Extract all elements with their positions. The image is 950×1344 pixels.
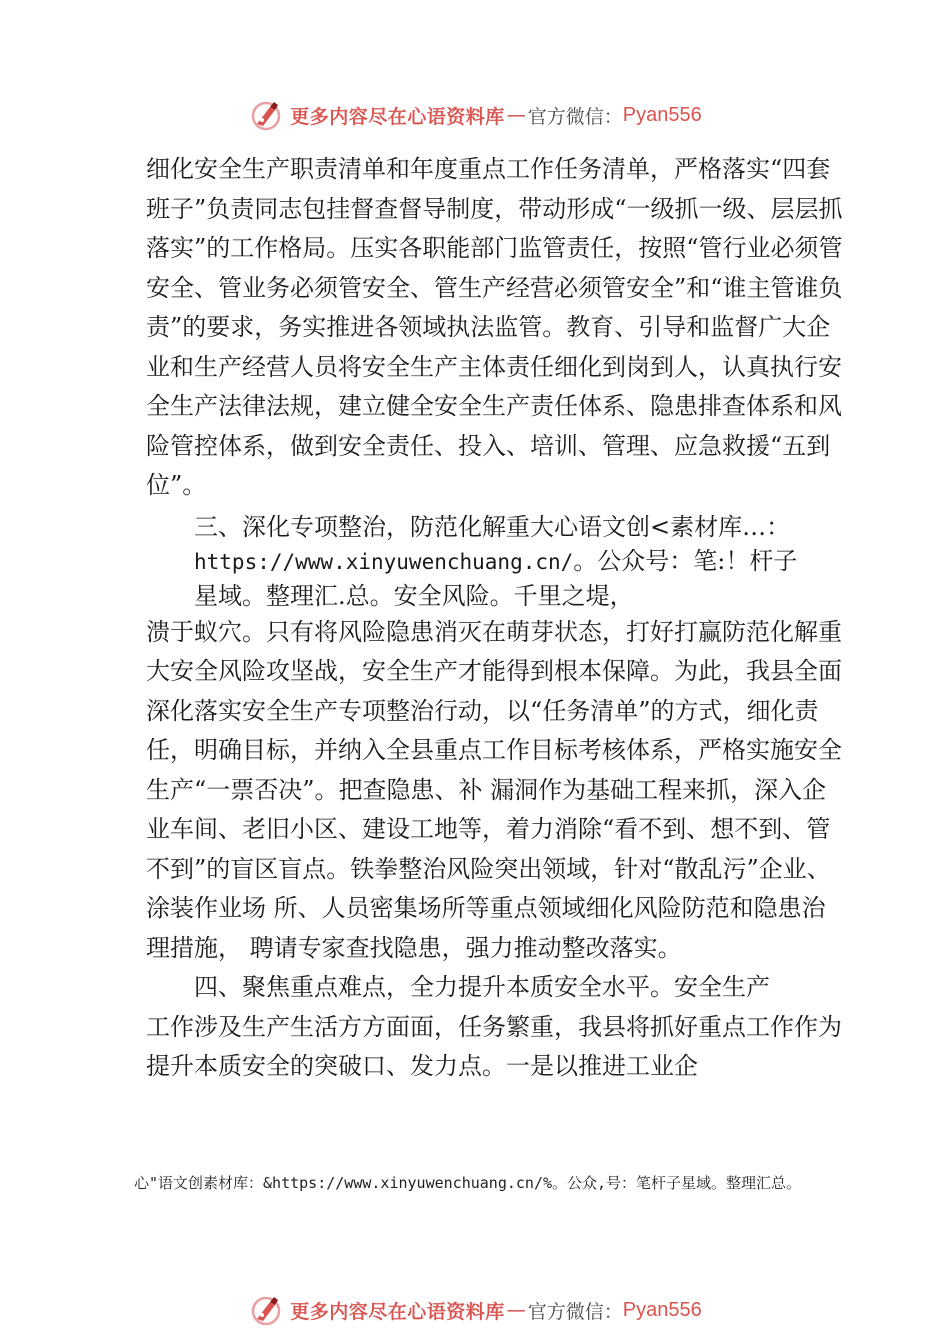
paragraph-2-line-3: 星域。整理汇.总。安全风险。千里之堤， [194,581,634,610]
paragraph-2-line-2 [194,544,846,579]
pen-nib-circle-icon [248,1292,284,1328]
banner-handle: Pyan556 [622,103,702,126]
banner-handle: Pyan556 [622,1298,702,1321]
banner-separator: — [506,1299,526,1321]
pen-nib-circle-icon [248,97,284,133]
paragraph-2-block [146,510,846,613]
paragraph-2-line-1: 三、深化专项整治，防范化解重大心语文创<素材库…： [194,512,791,541]
footnote: 心"语文创素材库：&https://www.xinyuwenchuang.cn/%。公众,号：笔杆子星域。整理汇总。 [134,1174,802,1192]
paragraph-2-line-2-suffix: 。公众号：笔:！杆子 [573,546,798,575]
header-banner [0,93,950,137]
banner-main-text: 更多内容尽在心语资料库 [290,105,505,128]
paragraph-4-line-1: 四、聚焦重点难点，全力提升本质安全水平。安全生产 [194,973,770,1001]
paragraph-1: 细化安全生产职责清单和年度重点工作任务清单，严格落实“四套班子”负责同志包挂督查督导制度，带动形成“一级抓一级、层层抓落实”的工作格局。压实各职能部门监管责任，按照“管行业必须管安全、管业务必须管安全、管生产经营必须管安全”和“谁主管谁负责”的要求，务实推进各领域执法监管。教育、引导和监督广大企业和生产经营人员将安全生产主体责任细化到岗到人，认真执行安全生产法律法规，建立健全安全生产责任体系、隐患排查体系和风险管控体系，做到安全责任、投入、培训、管理、应急救援“五到位”。 [146,155,843,499]
footer-banner [0,1288,950,1332]
source-url[interactable]: https://www.xinyuwenchuang.cn/ [194,549,574,574]
banner-separator: — [506,104,526,126]
banner-main-text: 更多内容尽在心语资料库 [290,1300,505,1323]
banner-label: 官方微信： [527,105,623,128]
document-body [146,150,846,1087]
paragraph-3: 溃于蚁穴。只有将风险隐患消灭在萌芽状态，打好打赢防范化解重大安全风险攻坚战，安全生产才能得到根本保障。为此，我县全面深化落实安全生产专项整治行动，以“任务清单”的方式，细化责任，明确目标，并纳入全县重点工作目标考核体系，严格实施安全生产“一票否决”。把查隐患、补 漏洞作为基础工程来抓，深入企业车间、老旧小区、建设工地等，着力消除“看不到、想不到、管不到”的盲区盲点。铁拳整治风险突出领域，针对“散乱污”企业、涂装作业场 所、人员密集场所等重点领域细化风险防范和隐患治理措施， 聘请专家查找隐患，强力推动整改落实。 [146,617,842,962]
paragraph-4-rest: 工作涉及生产生活方方面面，任务繁重，我县将抓好重点工作作为提升本质安全的突破口、发力点。一是以推进工业企 [146,1012,842,1080]
banner-label: 官方微信： [527,1300,623,1323]
